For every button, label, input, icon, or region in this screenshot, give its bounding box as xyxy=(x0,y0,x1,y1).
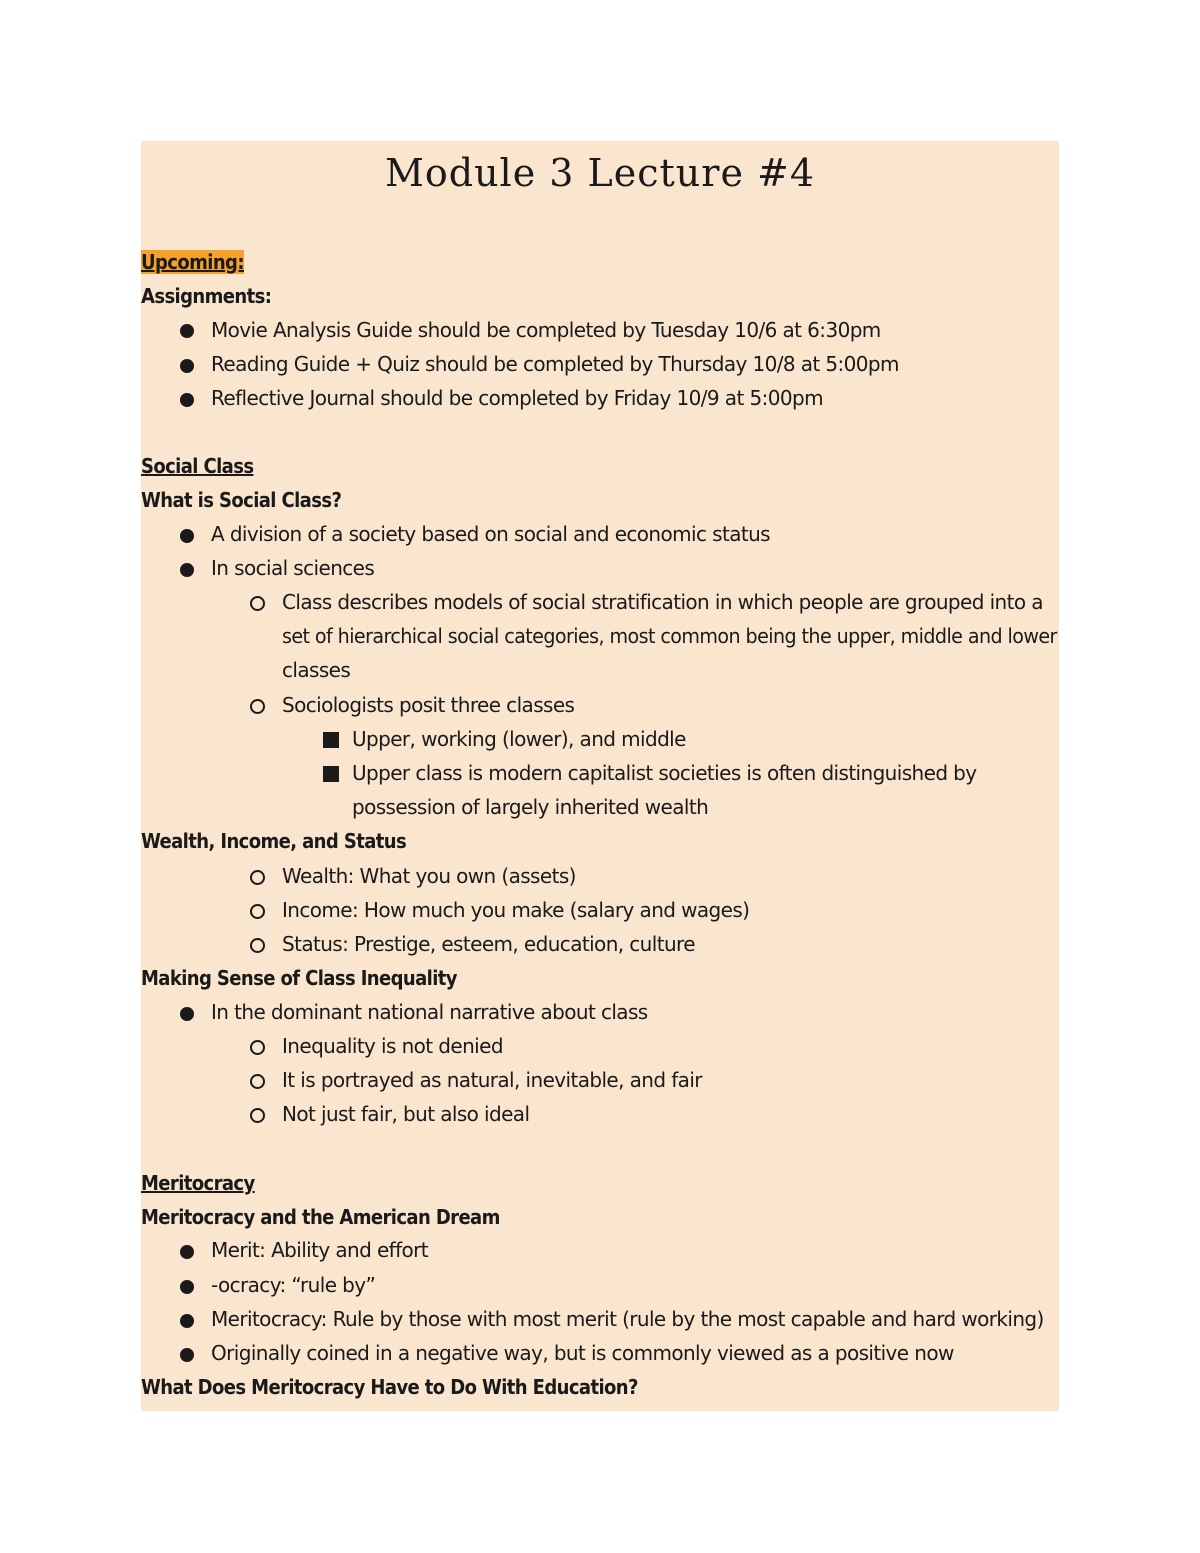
list-item: Inequality is not denied xyxy=(282,1034,503,1058)
section-heading: What is Social Class? xyxy=(141,488,342,512)
list-item-continued: classes xyxy=(282,658,351,682)
list-item: In the dominant national narrative about class xyxy=(211,1000,648,1024)
list-item: Class describes models of social stratification in which people are grouped into a xyxy=(282,590,1043,614)
bullet-square-icon xyxy=(323,766,339,782)
bullet-disc-icon xyxy=(180,393,194,407)
list-item: -ocracy: “rule by” xyxy=(211,1273,376,1297)
document-page xyxy=(141,141,1059,1411)
bullet-disc-icon xyxy=(180,1007,194,1021)
assignment-item: Reading Guide + Quiz should be completed by Thursday 10/8 at 5:00pm xyxy=(211,352,899,376)
bullet-circle-icon xyxy=(250,1108,265,1123)
assignment-item: Reflective Journal should be completed by Friday 10/9 at 5:00pm xyxy=(211,386,823,410)
list-item: Not just fair, but also ideal xyxy=(282,1102,530,1126)
list-item: Originally coined in a negative way, but is commonly viewed as a positive now xyxy=(211,1341,954,1365)
list-item: A division of a society based on social and economic status xyxy=(211,522,770,546)
list-item: Status: Prestige, esteem, education, culture xyxy=(282,932,695,956)
bullet-disc-icon xyxy=(180,1348,194,1362)
list-item: Sociologists posit three classes xyxy=(282,693,575,717)
meritocracy-label: Meritocracy xyxy=(141,1171,255,1195)
bullet-circle-icon xyxy=(250,1074,265,1089)
bullet-disc-icon xyxy=(180,1314,194,1328)
page-title: Module 3 Lecture #4 xyxy=(384,151,816,195)
list-item: Upper, working (lower), and middle xyxy=(352,727,686,751)
list-item: It is portrayed as natural, inevitable, and fair xyxy=(282,1068,702,1092)
bullet-square-icon xyxy=(323,732,339,748)
list-item-continued: set of hierarchical social categories, most common being the upper, middle and lower xyxy=(282,624,1057,648)
section-heading: Making Sense of Class Inequality xyxy=(141,966,457,990)
list-item: Wealth: What you own (assets) xyxy=(282,864,576,888)
list-item: Merit: Ability and effort xyxy=(211,1238,429,1262)
bullet-circle-icon xyxy=(250,904,265,919)
bullet-circle-icon xyxy=(250,870,265,885)
bullet-disc-icon xyxy=(180,563,194,577)
bullet-disc-icon xyxy=(180,1280,194,1294)
bullet-circle-icon xyxy=(250,596,265,611)
list-item: Income: How much you make (salary and wages) xyxy=(282,898,750,922)
bullet-disc-icon xyxy=(180,359,194,373)
assignment-item: Movie Analysis Guide should be completed by Tuesday 10/6 at 6:30pm xyxy=(211,318,881,342)
bullet-circle-icon xyxy=(250,699,265,714)
bullet-circle-icon xyxy=(250,938,265,953)
bullet-disc-icon xyxy=(180,1245,194,1259)
section-heading: Wealth, Income, and Status xyxy=(141,829,407,853)
list-item: Upper class is modern capitalist societies is often distinguished by xyxy=(352,761,977,785)
list-item-continued: possession of largely inherited wealth xyxy=(352,795,709,819)
section-heading: Meritocracy and the American Dream xyxy=(141,1205,500,1229)
bullet-disc-icon xyxy=(180,324,194,338)
upcoming-label: Upcoming: xyxy=(141,250,244,274)
bullet-disc-icon xyxy=(180,529,194,543)
section-heading: What Does Meritocracy Have to Do With Education? xyxy=(141,1375,638,1399)
list-item: Meritocracy: Rule by those with most merit (rule by the most capable and hard working) xyxy=(211,1307,1044,1331)
bullet-circle-icon xyxy=(250,1040,265,1055)
list-item: In social sciences xyxy=(211,556,375,580)
social-class-label: Social Class xyxy=(141,454,254,478)
assignments-heading: Assignments: xyxy=(141,284,272,308)
